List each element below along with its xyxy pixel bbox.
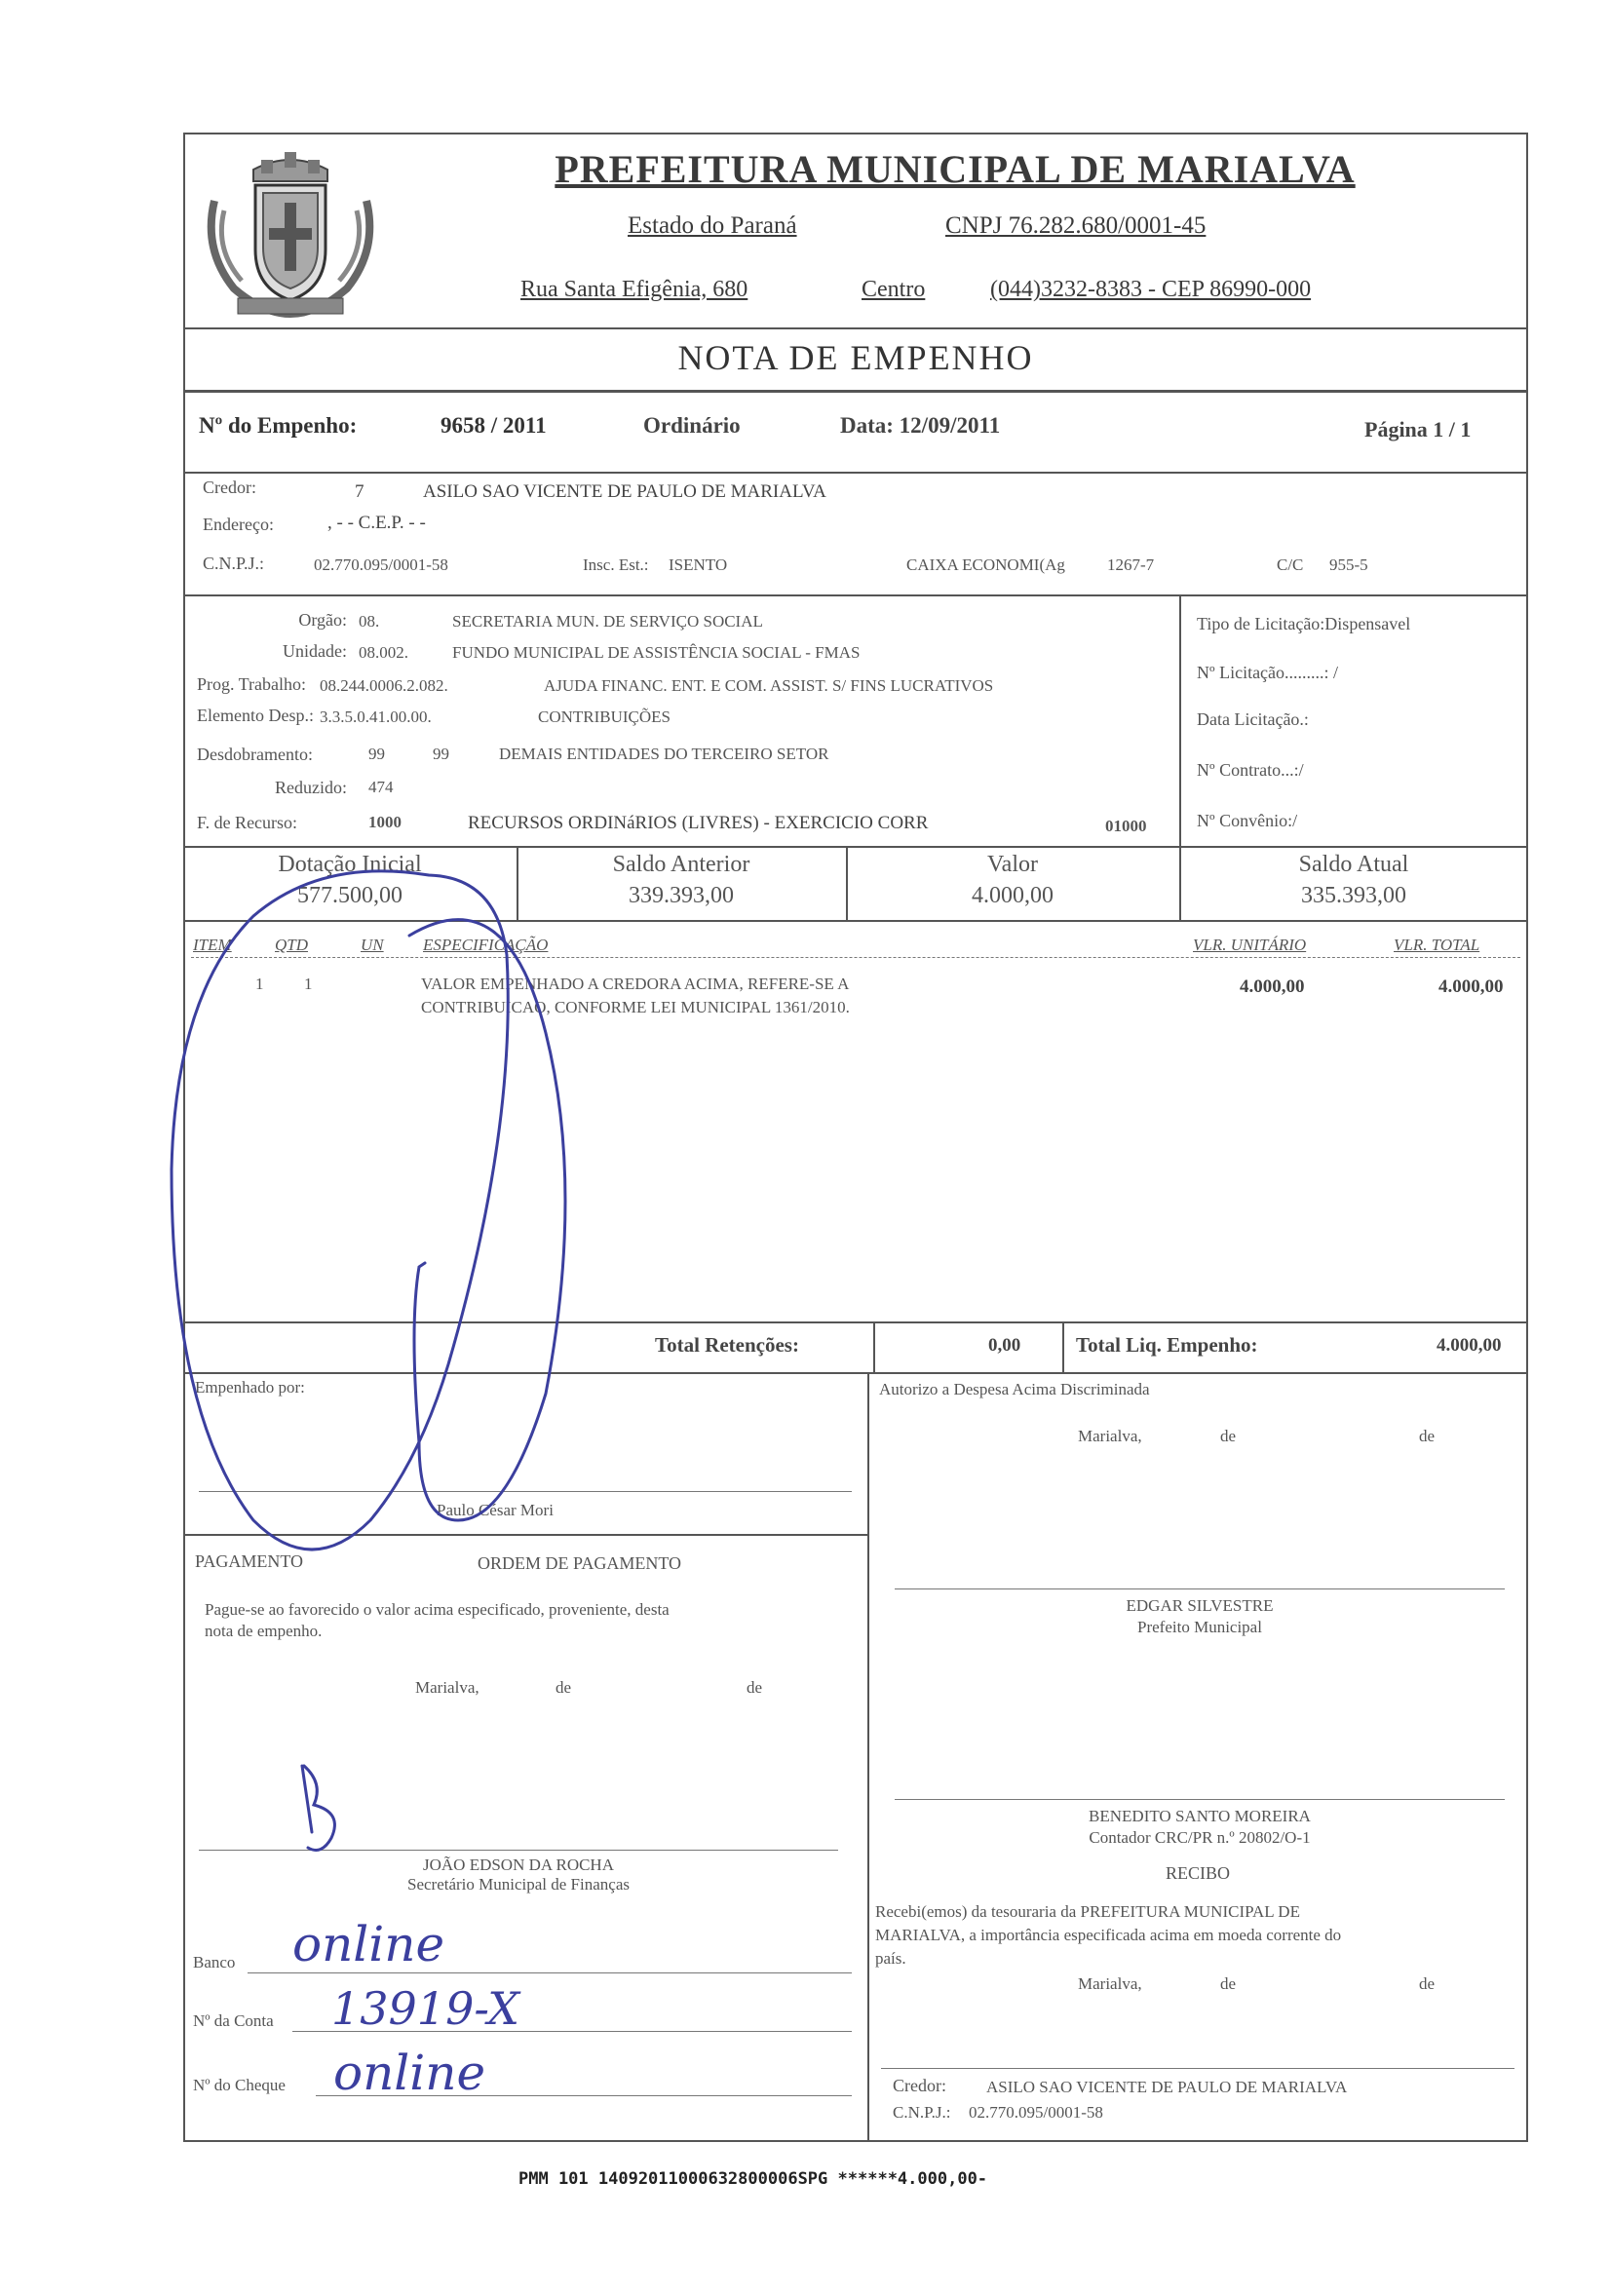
recurso-code: 1000 <box>368 813 402 831</box>
ordem-pagamento-label: ORDEM DE PAGAMENTO <box>478 1553 682 1573</box>
conta-label: Nº da Conta <box>193 2011 274 2030</box>
credor-name: ASILO SAO VICENTE DE PAULO DE MARIALVA <box>423 481 826 502</box>
orgao-code: 08. <box>359 612 380 631</box>
orgao-desc: SECRETARIA MUN. DE SERVIÇO SOCIAL <box>452 612 763 631</box>
recibo-de-2: de <box>1419 1974 1436 1993</box>
header-state: Estado do Paraná <box>628 212 797 239</box>
insc-label: Insc. Est.: <box>583 555 649 574</box>
reduzido-label: Reduzido: <box>275 778 347 797</box>
unidade-label: Unidade: <box>283 641 347 661</box>
pagamento-label: PAGAMENTO <box>195 1551 304 1571</box>
elemento-desc: CONTRIBUIÇÕES <box>538 708 671 726</box>
secretario-role: Secretário Municipal de Finanças <box>406 1875 630 1894</box>
desdobramento-label: Desdobramento: <box>197 745 313 764</box>
row-unit-value: 4.000,00 <box>1240 976 1305 997</box>
licitacao-data: Data Licitação.: <box>1197 709 1309 729</box>
row-desc-line1: VALOR EMPENHADO A CREDORA ACIMA, REFERE-SE A <box>421 975 850 993</box>
document-title: NOTA DE EMPENHO <box>677 338 1034 377</box>
endereco-value: , - - C.E.P. - - <box>327 513 426 533</box>
contrato-numero: Nº Contrato...:/ <box>1197 760 1304 780</box>
autorizo-city: Marialva, <box>1078 1427 1142 1445</box>
ordem-text-1: Pague-se ao favorecido o valor acima especificado, proveniente, desta <box>205 1600 670 1619</box>
empenhado-label: Empenhado por: <box>195 1378 305 1397</box>
dotacao-value: 577.500,00 <box>297 883 402 908</box>
row-desc-line2: CONTRIBUICAO, CONFORME LEI MUNICIPAL 1361/2010. <box>421 998 850 1016</box>
header-district: Centro <box>862 277 926 302</box>
prefeito-name: EDGAR SILVESTRE <box>1126 1596 1274 1615</box>
licitacao-tipo: Tipo de Licitação:Dispensavel <box>1197 614 1411 633</box>
recibo-city: Marialva, <box>1078 1974 1142 1993</box>
recibo-credor-label: Credor: <box>893 2076 946 2095</box>
ordem-text-2: nota de empenho. <box>205 1622 323 1640</box>
dotacao-label: Dotação Inicial <box>278 852 422 877</box>
autorizo-de-2: de <box>1419 1427 1436 1445</box>
credor-label: Credor: <box>203 478 256 497</box>
endereco-label: Endereço: <box>203 515 274 534</box>
banco-label: Banco <box>193 1953 236 1971</box>
recurso-code2: 01000 <box>1105 817 1147 835</box>
desdobramento-code2: 99 <box>433 745 449 763</box>
saldo-atual-value: 335.393,00 <box>1301 883 1406 908</box>
footer-code: PMM 101 14092011000632800006SPG ******4.000,00- <box>518 2169 988 2189</box>
contador-name: BENEDITO SANTO MOREIRA <box>1089 1807 1311 1825</box>
desdobramento-desc: DEMAIS ENTIDADES DO TERCEIRO SETOR <box>499 745 829 763</box>
bank-name: CAIXA ECONOMI(Ag <box>906 555 1065 574</box>
conta-value: 13919-X <box>331 1982 519 2035</box>
col-un: UN <box>361 936 384 954</box>
ordem-de-1: de <box>556 1678 572 1697</box>
elemento-label: Elemento Desp.: <box>197 706 314 725</box>
recibo-cnpj-label: C.N.P.J.: <box>893 2103 951 2122</box>
liq-label: Total Liq. Empenho: <box>1076 1333 1258 1357</box>
row-item: 1 <box>255 975 264 993</box>
bank-agency: 1267-7 <box>1107 555 1155 574</box>
autorizo-text: Autorizo a Despesa Acima Discriminada <box>879 1380 1150 1398</box>
col-espec: ESPECIFICAÇÃO <box>423 936 549 954</box>
liq-value: 4.000,00 <box>1437 1335 1502 1356</box>
retencoes-value: 0,00 <box>988 1335 1021 1356</box>
empenhado-name: Paulo César Mori <box>437 1501 554 1519</box>
elemento-code: 3.3.5.0.41.00.00. <box>320 708 432 726</box>
unidade-code: 08.002. <box>359 643 408 662</box>
cnpj-label: C.N.P.J.: <box>203 554 265 573</box>
col-item: ITEM <box>193 936 232 954</box>
empenho-date: Data: 12/09/2011 <box>840 413 1001 438</box>
recibo-title: RECIBO <box>1165 1863 1230 1883</box>
cheque-label: Nº do Cheque <box>193 2076 286 2094</box>
saldo-anterior-value: 339.393,00 <box>629 883 734 908</box>
prog-label: Prog. Trabalho: <box>197 674 307 694</box>
saldo-atual-label: Saldo Atual <box>1298 852 1409 877</box>
valor-label: Valor <box>987 852 1038 877</box>
ordem-city: Marialva, <box>415 1678 479 1697</box>
recibo-de-1: de <box>1220 1974 1237 1993</box>
valor-value: 4.000,00 <box>972 883 1054 908</box>
cc-label: C/C <box>1277 555 1304 574</box>
recurso-label: F. de Recurso: <box>197 813 298 832</box>
recibo-text-1: Recebi(emos) da tesouraria da PREFEITURA MUNICIPAL DE <box>875 1902 1300 1921</box>
prefeito-role: Prefeito Municipal <box>1137 1618 1262 1636</box>
header-address: Rua Santa Efigênia, 680 <box>520 277 748 302</box>
prog-desc: AJUDA FINANC. ENT. E COM. ASSIST. S/ FINS LUCRATIVOS <box>544 676 994 695</box>
credor-code: 7 <box>355 481 364 502</box>
header-cnpj: CNPJ 76.282.680/0001-45 <box>945 212 1207 239</box>
col-qtd: QTD <box>275 936 309 954</box>
ordem-de-2: de <box>747 1678 763 1697</box>
empenho-type: Ordinário <box>643 413 741 438</box>
insc-value: ISENTO <box>669 555 728 574</box>
header-phone-cep: (044)3232-8383 - CEP 86990-000 <box>990 277 1312 302</box>
empenho-number: 9658 / 2011 <box>441 413 547 438</box>
retencoes-label: Total Retenções: <box>655 1333 799 1357</box>
header-title: PREFEITURA MUNICIPAL DE MARIALVA <box>555 147 1356 191</box>
col-total: VLR. TOTAL <box>1394 936 1480 954</box>
reduzido-value: 474 <box>368 778 394 796</box>
convenio-numero: Nº Convênio:/ <box>1197 811 1298 830</box>
prog-code: 08.244.0006.2.082. <box>320 676 448 695</box>
row-qtd: 1 <box>304 975 313 993</box>
recibo-cnpj-value: 02.770.095/0001-58 <box>969 2103 1103 2122</box>
cc-value: 955-5 <box>1329 555 1368 574</box>
row-total-value: 4.000,00 <box>1438 976 1504 997</box>
recurso-desc: RECURSOS ORDINáRIOS (LIVRES) - EXERCICIO CORR <box>468 813 929 833</box>
recibo-text-2: MARIALVA, a importância especificada acima em moeda corrente do <box>875 1926 1342 1944</box>
banco-value: online <box>292 1916 445 1972</box>
recibo-text-3: país. <box>875 1949 906 1968</box>
secretario-name: JOÃO EDSON DA ROCHA <box>423 1856 614 1874</box>
empenho-label: Nº do Empenho: <box>199 413 358 438</box>
recibo-credor-value: ASILO SAO VICENTE DE PAULO DE MARIALVA <box>986 2078 1348 2096</box>
autorizo-de-1: de <box>1220 1427 1237 1445</box>
cheque-value: online <box>333 2045 486 2101</box>
contador-role: Contador CRC/PR n.º 20802/O-1 <box>1089 1828 1311 1847</box>
desdobramento-code1: 99 <box>368 745 385 763</box>
saldo-anterior-label: Saldo Anterior <box>612 852 750 877</box>
unidade-desc: FUNDO MUNICIPAL DE ASSISTÊNCIA SOCIAL - FMAS <box>452 643 861 662</box>
col-unit: VLR. UNITÁRIO <box>1193 936 1307 954</box>
orgao-label: Orgão: <box>298 610 347 630</box>
cnpj-value: 02.770.095/0001-58 <box>314 555 448 574</box>
licitacao-numero: Nº Licitação.........: / <box>1197 663 1339 682</box>
page-number: Página 1 / 1 <box>1364 417 1472 441</box>
